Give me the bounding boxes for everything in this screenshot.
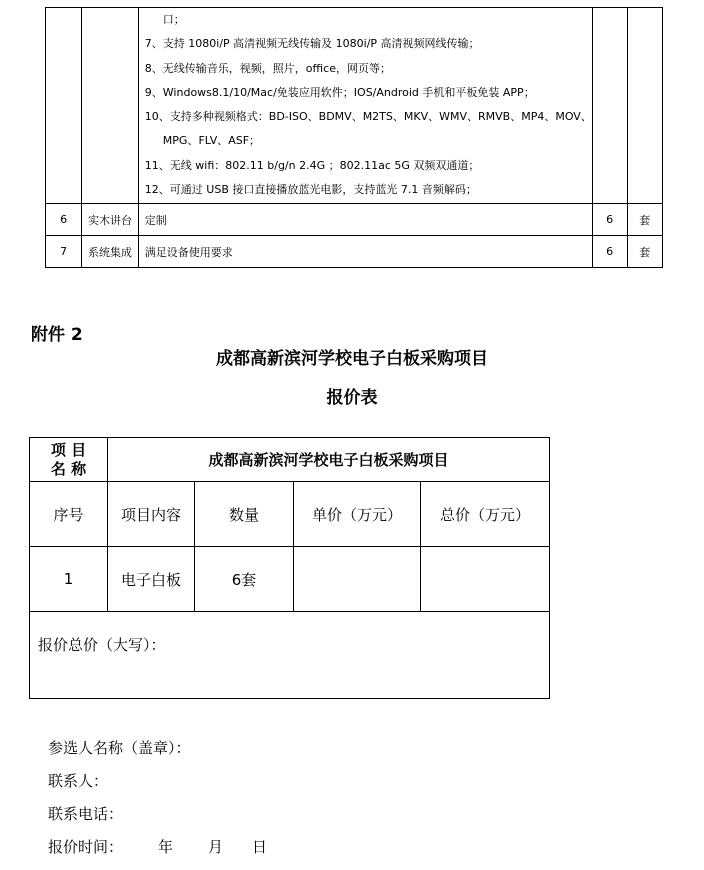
- column-header: 数量: [195, 482, 294, 547]
- row-num: 1: [30, 547, 108, 612]
- project-name-label: [30, 438, 108, 482]
- quote-column-headers: [30, 482, 550, 547]
- row-qty: 6套: [195, 547, 294, 612]
- quote-header-row: [30, 438, 550, 482]
- spec-line: 口；: [162, 13, 185, 26]
- row-qty: 6: [592, 236, 627, 268]
- row-qty: 6: [592, 204, 627, 236]
- table-row: [46, 236, 663, 268]
- row-num: 7: [46, 236, 82, 268]
- row-spec: 定制: [138, 204, 592, 236]
- spec-line: 9、Windows8.1/10/Mac/免装应用软件；IOS/Android 手机和平板免装 APP；: [144, 85, 535, 99]
- row-name: 系统集成: [82, 236, 138, 268]
- contact-label: 联系人：: [48, 772, 109, 790]
- row-content: 电子白板: [108, 547, 195, 612]
- spec-line: MPG、FLV、ASF；: [162, 134, 261, 148]
- phone-label: 联系电话：: [48, 805, 124, 823]
- total-row: [30, 612, 550, 699]
- date-day: 日: [252, 838, 268, 856]
- spec-table-row: [46, 8, 663, 204]
- unit-price-field[interactable]: [294, 547, 421, 612]
- column-header: 总价（万元）: [421, 482, 550, 547]
- spec-cell-spec: [138, 8, 592, 204]
- row-num: 6: [46, 204, 82, 236]
- spec-line: 8、无线传输音乐，视频，照片，office，网页等；: [144, 61, 391, 75]
- page-subtitle: 报价表: [326, 388, 378, 408]
- date-label: 报价时间：: [48, 838, 124, 856]
- spec-line: 12、可通过 USB 接口直接播放蓝光电影，支持蓝光 7.1 音频解码；: [144, 183, 477, 197]
- spec-line: 10、支持多种视频格式：BD-ISO、BDMV、M2TS、MKV、WMV、RMVB、MP4、MOV、: [144, 110, 592, 124]
- spec-cell-qty: [592, 8, 627, 204]
- row-spec: 满足设备使用要求: [138, 236, 592, 268]
- project-name-label-line1: 项 目: [50, 440, 87, 459]
- total-price-field[interactable]: [421, 547, 550, 612]
- spec-table: [45, 7, 663, 268]
- row-unit: 套: [627, 236, 662, 268]
- bidder-label: 参选人名称（盖章）：: [48, 739, 191, 757]
- attachment-label: 附件 2: [31, 325, 83, 345]
- spec-cell-name: [82, 8, 138, 204]
- quote-table: [29, 437, 550, 699]
- table-row: [30, 547, 550, 612]
- project-name-label-line2: 名 称: [50, 459, 87, 478]
- total-price-label[interactable]: 报价总价（大写）：: [30, 612, 550, 699]
- date-year: 年: [158, 838, 174, 856]
- page-title: 成都高新滨河学校电子白板采购项目: [216, 349, 488, 369]
- project-name-value: 成都高新滨河学校电子白板采购项目: [108, 438, 550, 482]
- date-month: 月: [208, 838, 224, 856]
- spec-line: 11、无线 wifi：802.11 b/g/n 2.4G ；802.11ac 5G 双频双通道；: [144, 158, 480, 172]
- column-header: 单价（万元）: [294, 482, 421, 547]
- spec-line: 7、支持 1080i/P 高清视频无线传输及 1080i/P 高清视频网线传输；: [144, 37, 480, 51]
- column-header: 项目内容: [108, 482, 195, 547]
- column-header: 序号: [30, 482, 108, 547]
- table-row: [46, 204, 663, 236]
- row-name: 实木讲台: [82, 204, 138, 236]
- row-unit: 套: [627, 204, 662, 236]
- spec-cell-num: [46, 8, 82, 204]
- spec-cell-unit: [627, 8, 662, 204]
